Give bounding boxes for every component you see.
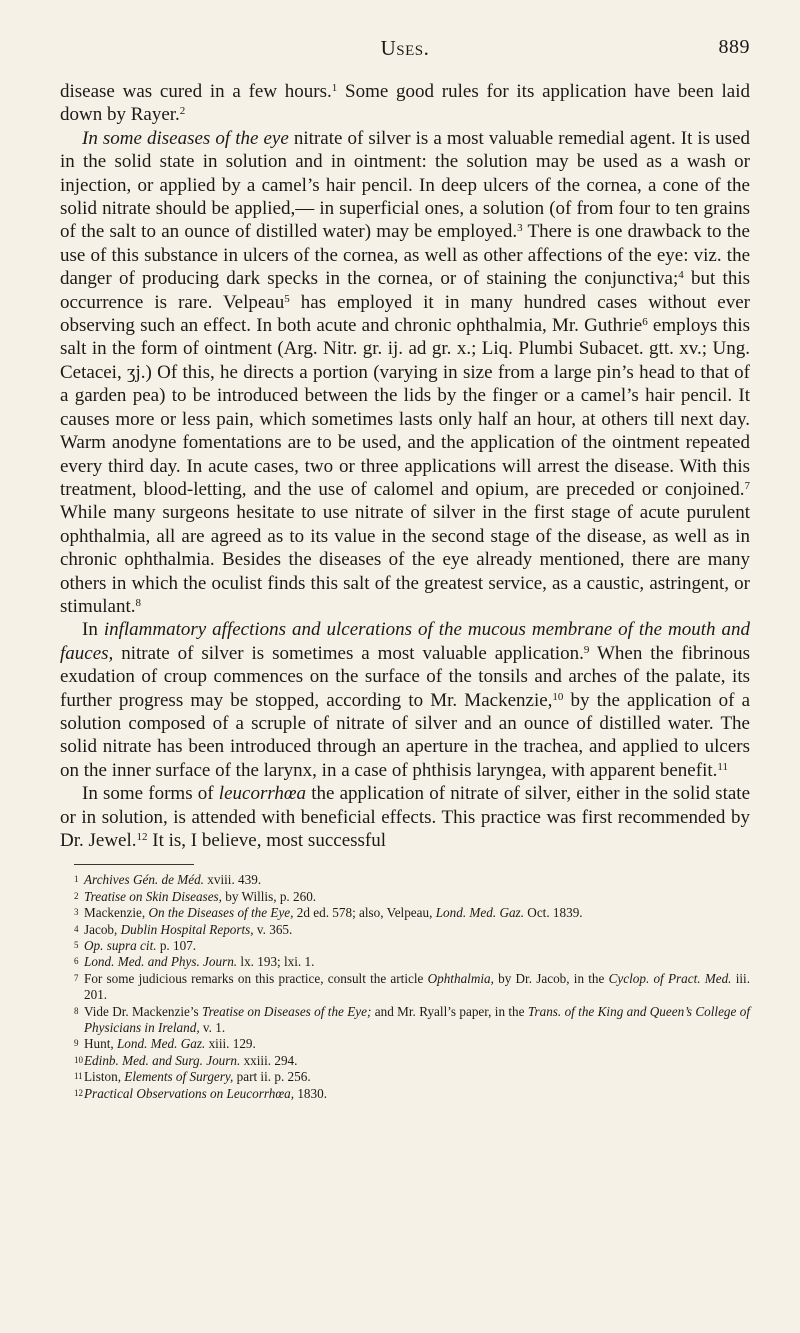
footnote-ref[interactable]: 2 <box>179 105 186 118</box>
page-number: 889 <box>718 36 750 58</box>
italic-text: inflammatory affections and ulcerations of the mucous membrane of the mouth and fauces, <box>60 619 751 664</box>
text-run: part ii. p. 256. <box>233 1069 311 1085</box>
text-run: but this occurrence is rare. Velpeau <box>60 268 750 313</box>
italic-text: Lond. Med. and Phys. Journ. <box>84 954 238 970</box>
italic-text: In some diseases of the eye <box>82 127 289 149</box>
italic-text: On the Diseases of the Eye, <box>148 905 294 921</box>
text-run: iii. 201. <box>84 970 750 1003</box>
text-run: When the fibrinous exudation of croup commences on the surface of the tonsils and arches of the palate, its further progress may be stopped, according to Mr. Mackenzie, <box>60 642 750 711</box>
text-run: 2d ed. 578; also, Velpeau, <box>293 905 436 921</box>
footnote <box>60 872 750 888</box>
footnote-ref[interactable]: 12 <box>136 830 148 843</box>
footnote-ref[interactable]: 9 <box>583 643 590 656</box>
text-run: the application of nitrate of silver, either in the solid state or in solution, is attended with beneficial effects. This practice was first recommended by Dr. Jewel. <box>60 783 750 851</box>
text-run: It is, I believe, most successful <box>147 830 387 851</box>
text-run: Hunt, <box>84 1036 117 1052</box>
text-run: nitrate of silver is a most valuable remedial agent. It is used in the solid state in solution and in ointment: the solution may be used as a wash or injection, or applied by a camel’s hair pencil. In deep ulcers of the cornea, a cone of the solid nitrate should be applied,— in superficial ones, a solution (of from four to ten grains of the salt to an ounce of distilled water) may be employed. <box>60 127 750 243</box>
footnote-ref[interactable]: 5 <box>284 292 290 305</box>
text-run: Mackenzie, <box>84 905 149 921</box>
footnote <box>60 1036 750 1052</box>
text-run: by Dr. Jacob, in the <box>493 970 609 986</box>
footnote <box>60 954 750 970</box>
footnote <box>60 971 750 1004</box>
italic-text: Archives Gén. de Méd. <box>84 872 204 888</box>
footnote-number: 3 <box>74 907 79 918</box>
italic-text: Edinb. Med. and Surg. Journ. <box>84 1052 241 1068</box>
italic-text: Ophthalmia, <box>427 970 494 986</box>
italic-text: Elements of Surgery, <box>124 1069 234 1085</box>
text-run: nitrate of silver is sometimes a most valuable application. <box>113 642 584 664</box>
text-run: Jacob, <box>84 921 121 937</box>
footnote-number: 11 <box>74 1071 83 1082</box>
text-run: xxiii. 294. <box>240 1052 298 1068</box>
footnote-ref[interactable]: 3 <box>517 222 523 235</box>
footnote-ref[interactable]: 1 <box>331 81 338 94</box>
footnote <box>60 922 750 938</box>
text-run: In <box>82 619 104 641</box>
italic-text: Op. supra cit. <box>84 938 157 954</box>
italic-text: Cyclop. of Pract. Med. <box>608 970 732 986</box>
footnote-ref[interactable]: 10 <box>552 690 564 703</box>
book-page <box>60 36 750 1102</box>
paragraph <box>60 127 750 619</box>
footnote-ref[interactable]: 7 <box>744 479 750 492</box>
running-title: Uses. <box>380 36 430 60</box>
text-run: There is one drawback to the use of this substance in ulcers of the cornea, as well as other affections of the eye: viz. the danger of producing dark specks in the cornea, or of staining the conjunctiva; <box>60 221 750 290</box>
text-run: disease was cured in a few hours. <box>60 81 332 102</box>
text-run: While many surgeons hesitate to use nitrate of silver in the first stage of acute purulent ophthalmia, all are agreed as to its value in the second stage of the disease, as well as in chronic ophthalmia. Besides the diseases of the eye already mentioned, there are many others in which the oculist finds this salt of the greatest service, as a caustic, astringent, or stimulant. <box>60 502 750 617</box>
running-header <box>60 36 750 66</box>
paragraph <box>60 782 750 852</box>
italic-text: Dublin Hospital Reports, <box>120 921 254 937</box>
text-run: Oct. 1839. <box>524 905 583 921</box>
text-run: by the application of a solution composed of a scruple of nitrate of silver and an ounce of distilled water. The solid nitrate has been introduced through an aperture in the trachea, and applied to ulcers on the inner surface of the larynx, in a case of phthisis laryngea, with apparent benefit. <box>60 689 751 781</box>
italic-text: Trans. of the King and Queen’s College of Physicians in Ireland, <box>84 1003 750 1036</box>
footnotes <box>60 872 750 1102</box>
italic-text: Treatise on Skin Diseases, <box>84 888 222 904</box>
text-run: Liston, <box>84 1069 125 1085</box>
footnote-number: 6 <box>74 956 79 967</box>
text-run: In some forms of <box>82 783 219 805</box>
footnote <box>60 1004 750 1037</box>
text-run: employs this salt in the form of ointment (Arg. Nitr. gr. ij. ad gr. x.; Liq. Plumbi Subacet. gtt. xv.; Ung. Cetacei, ʒj.) Of this, he directs a portion (varying in size from a large pin’s head to that of a garden pea) to be introduced between the lids by the finger or a camel’s hair pencil. It causes more or less pain, which sometimes lasts only half an hour, at others till next day. Warm anodyne fomentations are to be used, and the application of the ointment repeated every third day. In acute cases, two or three applications will arrest the disease. With this treatment, blood-letting, and the use of calomel and opium, are preceded or conjoined. <box>60 315 750 500</box>
paragraph <box>60 618 750 782</box>
footnote-number: 8 <box>74 1005 79 1016</box>
footnote-number: 9 <box>74 1038 79 1049</box>
italic-text: Practical Observations on Leucorrhœa, <box>84 1085 295 1101</box>
footnote-number: 10 <box>74 1054 83 1065</box>
footnote-number: 4 <box>74 923 79 934</box>
text-run: and Mr. Ryall’s paper, in the <box>371 1003 528 1019</box>
footnote <box>60 905 750 921</box>
body-text <box>60 80 750 852</box>
footnote-number: 1 <box>74 874 79 885</box>
text-run: Vide Dr. Mackenzie’s <box>84 1003 203 1019</box>
text-run: has employed it in many hundred cases without ever observing such an effect. In both acute and chronic ophthalmia, Mr. Guthrie <box>60 291 750 337</box>
footnote <box>60 889 750 905</box>
footnote <box>60 1053 750 1069</box>
text-run: xiii. 129. <box>205 1036 256 1052</box>
footnote-ref[interactable]: 4 <box>678 269 684 282</box>
footnote-ref[interactable]: 6 <box>642 316 648 329</box>
text-run: For some judicious remarks on this practice, consult the article <box>84 970 428 986</box>
footnote-rule <box>74 864 194 865</box>
italic-text: Treatise on Diseases of the Eye; <box>202 1003 372 1019</box>
text-run: xviii. 439. <box>203 872 262 888</box>
italic-text: leucorrhœa <box>218 783 307 805</box>
footnote-ref[interactable]: 11 <box>717 760 728 773</box>
footnote-number: 5 <box>74 940 79 951</box>
text-run: v. 365. <box>253 921 293 937</box>
text-run: p. 107. <box>156 938 197 954</box>
text-run: lx. 193; lxi. 1. <box>237 954 315 970</box>
footnote-number: 7 <box>74 972 79 983</box>
text-run: Some good rules for its application have been laid down by Rayer. <box>60 81 750 126</box>
footnote-number: 2 <box>74 890 79 901</box>
footnote <box>60 938 750 954</box>
italic-text: Lond. Med. Gaz. <box>116 1036 206 1052</box>
italic-text: Lond. Med. Gaz. <box>435 905 524 921</box>
footnote-number: 12 <box>74 1087 83 1098</box>
text-run: 1830. <box>294 1085 327 1101</box>
paragraph <box>60 80 750 127</box>
footnote <box>60 1069 750 1085</box>
footnote-ref[interactable]: 8 <box>135 596 141 609</box>
footnote <box>60 1086 750 1102</box>
text-run: v. 1. <box>199 1020 226 1036</box>
text-run: by Willis, p. 260. <box>221 888 317 904</box>
